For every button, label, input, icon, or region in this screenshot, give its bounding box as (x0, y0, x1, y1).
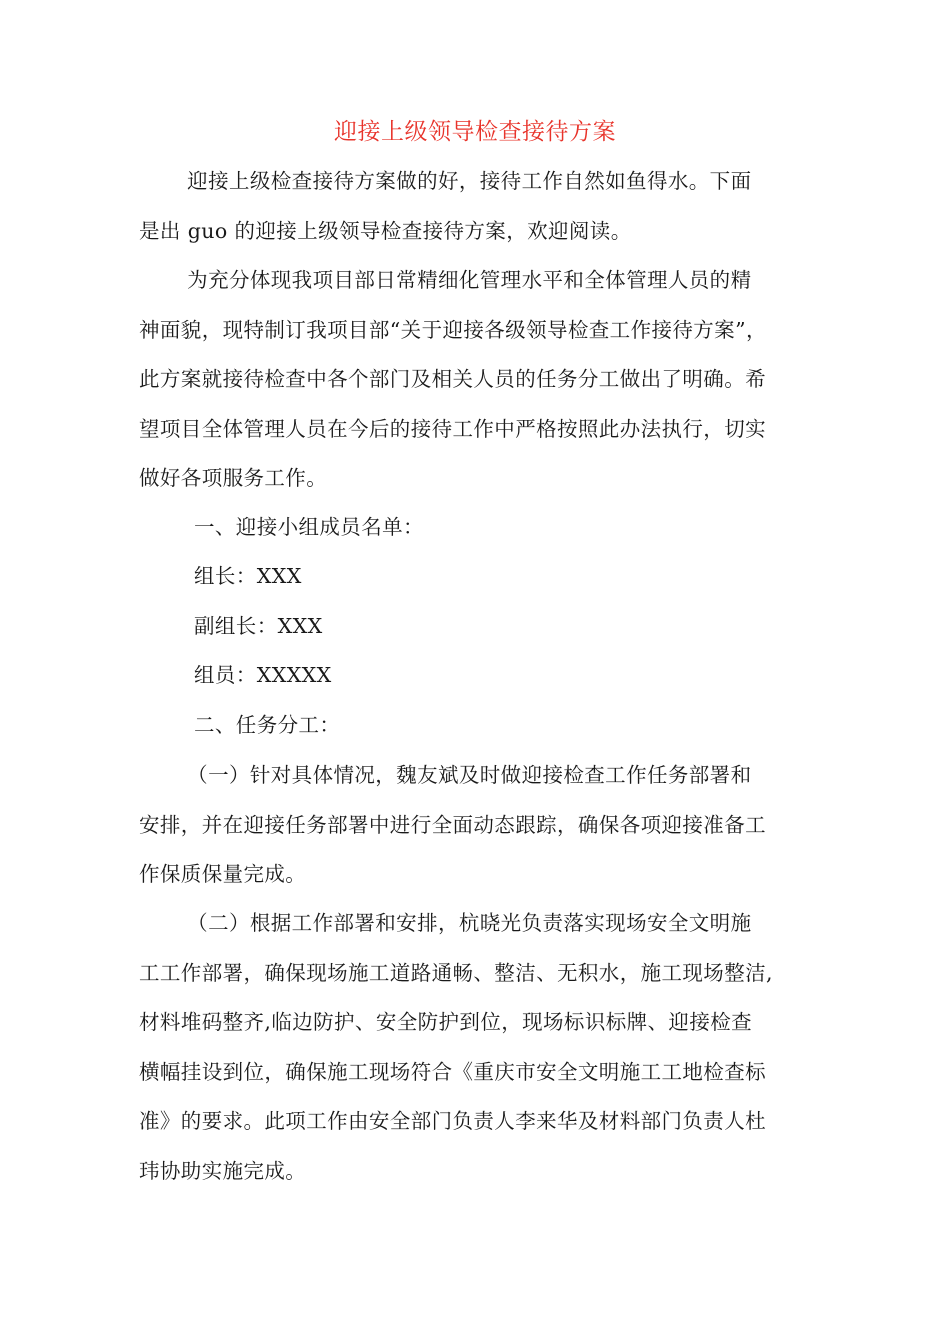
purpose-line-3: 此方案就接待检查中各个部门及相关人员的任务分工做出了明确。希 (139, 367, 766, 392)
task-2-line-2: 工工作部署，确保现场施工道路通畅、整洁、无积水，施工现场整洁, (139, 960, 773, 985)
purpose-paragraph (139, 256, 819, 504)
task-2-line-4: 横幅挂设到位，确保施工现场符合《重庆市安全文明施工工地检查标 (139, 1059, 766, 1084)
purpose-line-2: 神面貌，现特制订我项目部“关于迎接各级领导检查工作接待方案”， (139, 317, 767, 342)
purpose-line-5: 做好各项服务工作。 (139, 466, 328, 491)
task-1-line-3: 作保质保量完成。 (139, 862, 307, 887)
members-line: 组员：XXXXX (194, 663, 332, 687)
task-1-line-2: 安排，并在迎接任务部署中进行全面动态跟踪，确保各项迎接准备工 (139, 812, 766, 837)
document-title: 迎接上级领导检查接待方案 (334, 119, 616, 145)
leader-line: 组长：XXX (194, 564, 302, 588)
purpose-line-4: 望项目全体管理人员在今后的接待工作中严格按照此办法执行，切实 (139, 416, 766, 441)
task-2-line-1: （二）根据工作部署和安排，杭晓光负责落实现场安全文明施 (187, 911, 752, 935)
task-2-line-6: 玮协助实施完成。 (139, 1158, 307, 1183)
task-2-line-3: 材料堆码整齐,临边防护、安全防护到位，现场标识标牌、迎接检查 (139, 1010, 753, 1035)
deputy-leader-line: 副组长：XXX (194, 614, 323, 638)
task-2-paragraph (139, 899, 819, 1197)
intro-line-1: 迎接上级检查接待方案做的好，接待工作自然如鱼得水。下面 (187, 169, 752, 193)
section-1-heading: 一、迎接小组成员名单： (194, 515, 424, 539)
purpose-line-1: 为充分体现我项目部日常精细化管理水平和全体管理人员的精 (187, 268, 752, 292)
task-2-line-5: 准》的要求。此项工作由安全部门负责人李来华及材料部门负责人杜 (139, 1109, 766, 1134)
section-2-heading: 二、任务分工： (194, 713, 341, 737)
intro-line-2: 是出 guo 的迎接上级领导检查接待方案，欢迎阅读。 (139, 218, 632, 243)
intro-paragraph (139, 157, 819, 256)
task-1-paragraph (139, 751, 819, 900)
task-1-line-1: （一）针对具体情况，魏友斌及时做迎接检查工作任务部署和 (187, 763, 752, 787)
